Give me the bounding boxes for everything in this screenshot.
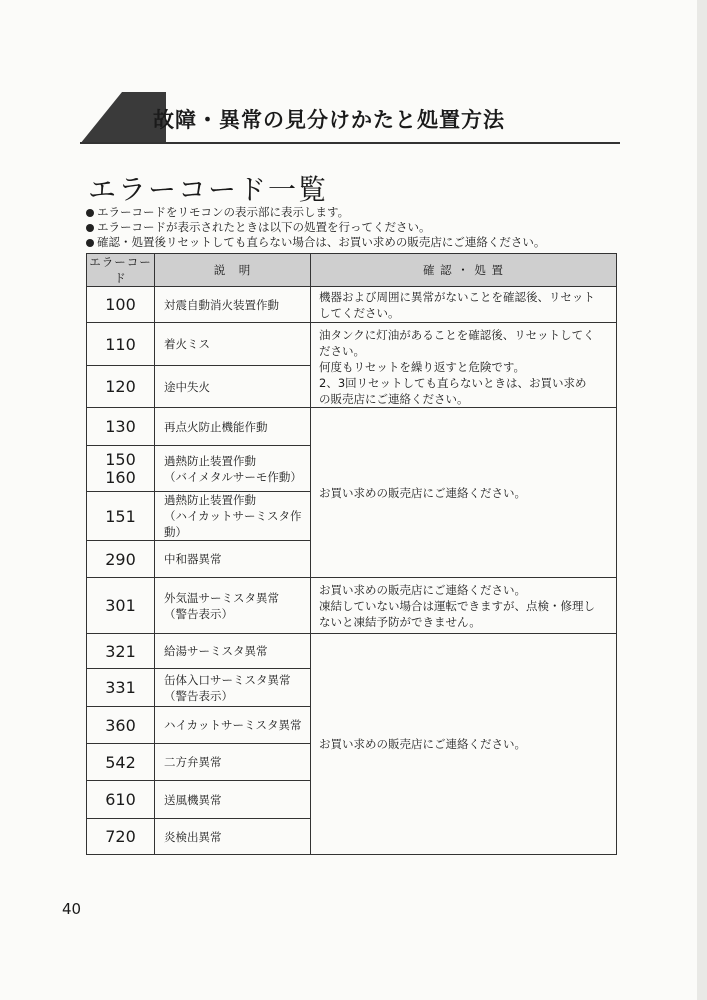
bullet-dot-icon — [86, 209, 94, 217]
error-code: 321 — [87, 634, 155, 669]
error-description: 給湯サーミスタ異常 — [155, 634, 311, 669]
bullet-item — [86, 205, 626, 220]
error-code: 100 — [87, 287, 155, 323]
header-title: 故障・異常の見分けかたと処置方法 — [153, 108, 505, 132]
error-description: 再点火防止機能作動 — [155, 408, 311, 446]
error-code: 301 — [87, 578, 155, 634]
header-action: 確 認 ・ 処 置 — [311, 254, 617, 287]
table-header-row — [87, 254, 617, 287]
header-rule — [80, 142, 620, 144]
error-code: 130 — [87, 408, 155, 446]
error-description: 着火ミス — [155, 323, 311, 366]
error-code: 542 — [87, 744, 155, 781]
error-description: 缶体入口サーミスタ異常 （警告表示） — [155, 669, 311, 707]
error-code: 151 — [87, 492, 155, 541]
error-description: 送風機異常 — [155, 781, 311, 819]
bullet-item — [86, 220, 626, 235]
bullet-list — [86, 205, 626, 250]
error-action: 油タンクに灯油があることを確認後、リセットしてく ださい。 何度もリセットを繰り返すと危険です。 2、3回リセットしても直らないときは、お買い求め の販売店にご連絡ください。 — [311, 323, 617, 408]
bullet-text: 確認・処置後リセットしても直らない場合は、お買い求めの販売店にご連絡ください。 — [97, 235, 546, 249]
bullet-item — [86, 235, 626, 250]
table-row — [87, 408, 617, 446]
table-row — [87, 634, 617, 669]
table-row — [87, 323, 617, 366]
error-description: ハイカットサーミスタ異常 — [155, 707, 311, 744]
page-edge — [697, 0, 707, 1000]
error-code: 110 — [87, 323, 155, 366]
error-code: 120 — [87, 366, 155, 408]
bullet-text: エラーコードをリモコンの表示部に表示します。 — [97, 205, 350, 219]
error-description: 中和器異常 — [155, 541, 311, 578]
bullet-dot-icon — [86, 239, 94, 247]
error-code-table — [86, 253, 617, 855]
error-description: 外気温サーミスタ異常 （警告表示） — [155, 578, 311, 634]
error-description: 炎検出異常 — [155, 819, 311, 855]
error-code: 331 — [87, 669, 155, 707]
table-row — [87, 578, 617, 634]
error-action: お買い求めの販売店にご連絡ください。 — [311, 408, 617, 578]
error-action: 機器および周囲に異常がないことを確認後、リセット してください。 — [311, 287, 617, 323]
error-action: お買い求めの販売店にご連絡ください。 凍結していない場合は運転できますが、点検・修理し ないと凍結予防ができません。 — [311, 578, 617, 634]
section-title: エラーコード一覧 — [88, 173, 329, 206]
header-description: 説 明 — [155, 254, 311, 287]
error-action: お買い求めの販売店にご連絡ください。 — [311, 634, 617, 855]
error-description: 途中失火 — [155, 366, 311, 408]
page-number: 40 — [62, 900, 82, 918]
error-description: 二方弁異常 — [155, 744, 311, 781]
table-row — [87, 287, 617, 323]
bullet-text: エラーコードが表示されたときは以下の処置を行ってください。 — [97, 220, 431, 234]
error-code: 610 — [87, 781, 155, 819]
error-code: 720 — [87, 819, 155, 855]
error-code: 360 — [87, 707, 155, 744]
page-header — [80, 92, 620, 148]
error-description: 過熱防止装置作動 （ハイカットサーミスタ作動） — [155, 492, 311, 541]
header-code: エラーコード — [87, 254, 155, 287]
bullet-dot-icon — [86, 224, 94, 232]
error-description: 対震自動消火装置作動 — [155, 287, 311, 323]
error-code: 290 — [87, 541, 155, 578]
error-description: 過熱防止装置作動 （バイメタルサーモ作動） — [155, 446, 311, 492]
error-code: 150 160 — [87, 446, 155, 492]
